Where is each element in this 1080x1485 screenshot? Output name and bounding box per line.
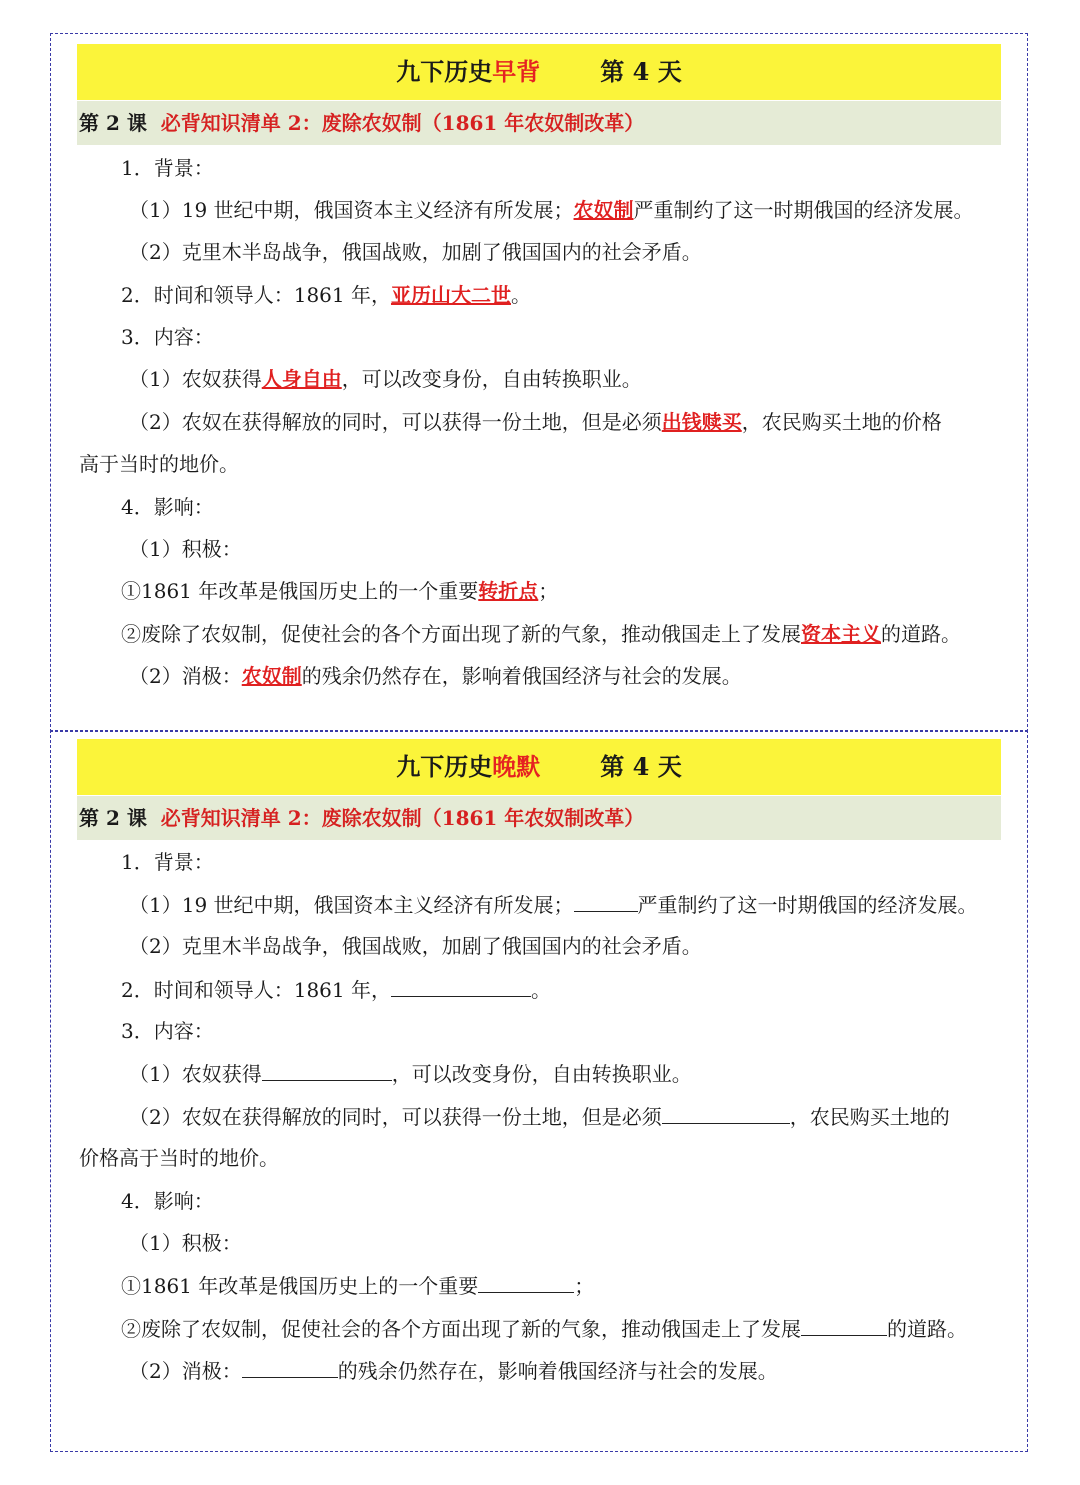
text-line: 高于当时的地价。 xyxy=(79,452,239,476)
text: （2）消极： xyxy=(129,1359,242,1383)
fill-blank[interactable] xyxy=(391,976,531,997)
text: 的道路。 xyxy=(881,622,961,646)
text: ，农民购买土地的价格 xyxy=(741,410,942,434)
text: ②废除了农奴制，促使社会的各个方面出现了新的气象，推动俄国走上了发展 xyxy=(121,622,801,646)
day-label: 第 4 天 xyxy=(600,57,682,86)
keyword: 转折点 xyxy=(478,579,539,603)
text: ； xyxy=(538,579,559,603)
text-line: （2）克里木半岛战争，俄国战败，加剧了俄国国内的社会矛盾。 xyxy=(129,934,702,958)
section-heading xyxy=(121,282,531,308)
text: 2．时间和领导人：1861 年， xyxy=(121,283,391,307)
text-line: （1）积极： xyxy=(129,537,242,561)
fill-blank[interactable] xyxy=(242,1357,338,1378)
text: 2．时间和领导人：1861 年， xyxy=(121,978,391,1002)
keyword: 资本主义 xyxy=(801,622,881,646)
text: 的道路。 xyxy=(887,1317,967,1341)
evening-lesson-bar xyxy=(77,796,1001,840)
text-line: 价格高于当时的地价。 xyxy=(79,1146,279,1170)
section-heading: 4．影响： xyxy=(121,495,214,519)
section-heading: 1．背景： xyxy=(121,156,214,180)
text-line xyxy=(129,1103,950,1130)
lesson-label: 第 2 课 xyxy=(79,806,147,830)
text-line xyxy=(121,578,558,604)
text-line xyxy=(121,1272,594,1299)
fill-blank[interactable] xyxy=(662,1103,790,1124)
morning-title-bar xyxy=(77,44,1001,100)
text: ； xyxy=(574,1274,595,1298)
text: ，农民购买土地的 xyxy=(789,1105,950,1129)
text: （1）19 世纪中期，俄国资本主义经济有所发展； xyxy=(129,893,574,917)
text: （1）农奴获得 xyxy=(129,367,262,391)
keyword: 农奴制 xyxy=(241,664,302,688)
text: （1）农奴获得 xyxy=(129,1062,262,1086)
fill-blank[interactable] xyxy=(478,1272,574,1293)
text: ①1861 年改革是俄国历史上的一个重要 xyxy=(121,579,479,603)
fill-blank[interactable] xyxy=(262,1060,392,1081)
text: （1）19 世纪中期，俄国资本主义经济有所发展； xyxy=(129,198,574,222)
section-heading: 4．影响： xyxy=(121,1189,214,1213)
evening-title-bar xyxy=(77,739,1001,795)
text: 的残余仍然存在，影响着俄国经济与社会的发展。 xyxy=(301,664,742,688)
text-line xyxy=(121,621,961,647)
keyword: 亚历山大二世 xyxy=(390,283,511,307)
morning-card xyxy=(50,33,1028,732)
text: 。 xyxy=(530,978,551,1002)
text: 的残余仍然存在，影响着俄国经济与社会的发展。 xyxy=(337,1359,778,1383)
title-highlight: 晚默 xyxy=(492,752,541,781)
title-highlight: 早背 xyxy=(492,57,541,86)
keyword: 人身自由 xyxy=(261,367,342,391)
text-line xyxy=(129,663,742,689)
text: ①1861 年改革是俄国历史上的一个重要 xyxy=(121,1274,479,1298)
text-line xyxy=(129,409,942,435)
text-line xyxy=(121,1315,967,1342)
text-line xyxy=(129,1060,692,1087)
text-line xyxy=(129,891,978,918)
text: （2）消极： xyxy=(129,664,242,688)
section-heading: 3．内容： xyxy=(121,325,214,349)
text: （2）农奴在获得解放的同时，可以获得一份土地，但是必须 xyxy=(129,1105,662,1129)
lesson-title: 必背知识清单 2：废除农奴制（1861 年农奴制改革） xyxy=(160,111,645,135)
evening-card xyxy=(50,730,1028,1452)
text: ，可以改变身份，自由转换职业。 xyxy=(391,1062,692,1086)
fill-blank[interactable] xyxy=(574,891,638,912)
title-prefix: 九下历史 xyxy=(396,752,493,781)
text: 严重制约了这一时期俄国的经济发展。 xyxy=(633,198,974,222)
keyword: 农奴制 xyxy=(573,198,634,222)
text: 。 xyxy=(510,283,531,307)
keyword: 出钱赎买 xyxy=(661,410,742,434)
fill-blank[interactable] xyxy=(801,1315,887,1336)
section-heading xyxy=(121,976,551,1003)
section-heading: 3．内容： xyxy=(121,1019,214,1043)
text-line xyxy=(129,366,642,392)
text-line: （2）克里木半岛战争，俄国战败，加剧了俄国国内的社会矛盾。 xyxy=(129,240,702,264)
lesson-title: 必背知识清单 2：废除农奴制（1861 年农奴制改革） xyxy=(160,806,645,830)
text: （2）农奴在获得解放的同时，可以获得一份土地，但是必须 xyxy=(129,410,662,434)
text-line xyxy=(129,1357,778,1384)
text-line xyxy=(129,197,974,223)
text-line: （1）积极： xyxy=(129,1231,242,1255)
lesson-label: 第 2 课 xyxy=(79,111,147,135)
text: ②废除了农奴制，促使社会的各个方面出现了新的气象，推动俄国走上了发展 xyxy=(121,1317,801,1341)
text: ，可以改变身份，自由转换职业。 xyxy=(341,367,642,391)
title-prefix: 九下历史 xyxy=(396,57,493,86)
day-label: 第 4 天 xyxy=(600,752,682,781)
text: 严重制约了这一时期俄国的经济发展。 xyxy=(637,893,978,917)
morning-lesson-bar xyxy=(77,101,1001,145)
section-heading: 1．背景： xyxy=(121,850,214,874)
